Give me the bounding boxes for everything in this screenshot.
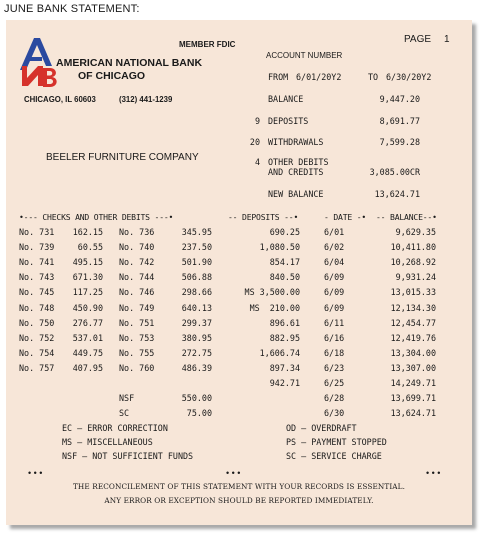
check-amount-1: 117.25 [72, 287, 103, 298]
deposit-amount: 1,080.50 [259, 242, 300, 253]
check-amount-1: 407.95 [72, 362, 103, 373]
balance-label: BALANCE [268, 94, 304, 104]
check-amount-2: 506.88 [181, 272, 212, 283]
check-amount-1: 162.15 [72, 227, 103, 237]
check-number-2: No. 755 [119, 347, 155, 358]
deposits-header: -- DEPOSITS --• [228, 212, 299, 222]
running-balance: 13,015.33 [390, 287, 436, 298]
legend-nsf: NSF — NOT SUFFICIENT FUNDS [62, 451, 194, 461]
other-label-2: AND CREDITS [268, 167, 324, 177]
bank-statement [6, 20, 472, 525]
checks-header: •--- CHECKS AND OTHER DEBITS ---• [19, 212, 174, 222]
check-amount-2: 501.90 [181, 257, 212, 268]
from-label: FROM [268, 72, 289, 82]
check-number-1: No. 754 [19, 347, 55, 358]
check-amount-2: 486.39 [181, 362, 212, 373]
legend-ps: PS — PAYMENT STOPPED [286, 437, 387, 447]
new-balance-value: 13,624.71 [374, 189, 420, 199]
transaction-date: 6/01 [324, 227, 345, 237]
check-number-1: No. 743 [19, 272, 55, 283]
check-amount-1: 276.77 [72, 317, 103, 328]
footer-line-2: ANY ERROR OR EXCEPTION SHOULD BE REPORTED IMMEDIATELY. [104, 496, 374, 505]
other-count: 4 [254, 157, 260, 167]
bank-name-line2: OF CHICAGO [78, 70, 146, 82]
legend-ec: EC — ERROR CORRECTION [62, 423, 168, 433]
check-amount-1: 495.15 [72, 257, 103, 268]
dots-left: • • • [28, 468, 43, 478]
check-amount-2: 299.37 [181, 317, 212, 328]
date-header: - DATE -• [324, 212, 367, 222]
bank-address: CHICAGO, IL 60603 [24, 95, 96, 104]
deposit-amount: MS 210.00 [249, 302, 300, 313]
running-balance: 12,454.77 [390, 317, 436, 328]
to-date: 6/30/20Y2 [386, 72, 432, 82]
transaction-date: 6/02 [324, 242, 345, 253]
check-amount-2: 298.66 [181, 287, 212, 298]
transaction-date: 6/04 [324, 257, 345, 268]
deposit-amount: 1,606.74 [259, 347, 300, 358]
running-balance: 13,624.71 [390, 408, 436, 419]
running-balance: 10,411.80 [390, 242, 436, 253]
transaction-date: 6/09 [324, 272, 345, 283]
transaction-date: 6/25 [324, 378, 345, 388]
dots-center: • • • [226, 468, 241, 478]
deposit-amount: 896.61 [269, 317, 300, 328]
deposits-label: DEPOSITS [268, 116, 309, 126]
deposit-amount: 854.17 [269, 257, 300, 268]
page-number: 1 [444, 34, 450, 45]
running-balance: 9,931.24 [395, 272, 436, 283]
to-label: TO [368, 72, 379, 82]
deposits-count: 9 [254, 116, 260, 126]
check-number-1: No. 731 [19, 227, 55, 237]
transaction-date: 6/16 [324, 332, 345, 343]
other-value: 3,085.00CR [369, 167, 420, 177]
check-number-2: No. 736 [119, 227, 155, 237]
balance-header-text: BALANCE [390, 212, 423, 222]
check-number-1: No. 739 [19, 242, 55, 253]
check-amount-2: 75.00 [186, 408, 212, 419]
transaction-date: 6/23 [324, 362, 345, 373]
check-number-2: No. 740 [119, 242, 155, 253]
check-number-2: No. 760 [119, 362, 155, 373]
check-number-2: NSF [119, 393, 135, 404]
check-number-1: No. 741 [19, 257, 55, 268]
deposit-amount: 942.71 [269, 378, 300, 388]
from-date: 6/01/20Y2 [296, 72, 342, 82]
balance-header: -- BALANCE--• [376, 212, 437, 222]
check-amount-2: 272.75 [181, 347, 212, 358]
withdrawals-count: 20 [249, 137, 260, 147]
legend-od: OD — OVERDRAFT [286, 423, 357, 433]
check-number-2: No. 753 [119, 332, 155, 343]
check-amount-2: 380.95 [181, 332, 212, 343]
check-amount-1: 60.55 [77, 242, 103, 253]
check-amount-1: 449.75 [72, 347, 103, 358]
check-number-2: No. 751 [119, 317, 155, 328]
withdrawals-label: WITHDRAWALS [268, 137, 324, 147]
check-amount-1: 671.30 [72, 272, 103, 283]
check-number-1: No. 752 [19, 332, 55, 343]
check-amount-2: 550.00 [181, 393, 212, 404]
bank-phone: (312) 441-1239 [119, 95, 173, 104]
deposits-value: 8,691.77 [379, 116, 420, 126]
withdrawals-value: 7,599.28 [379, 137, 420, 147]
running-balance: 13,304.00 [390, 347, 436, 358]
check-number-1: No. 745 [19, 287, 55, 298]
running-balance: 14,249.71 [390, 378, 436, 388]
transaction-date: 6/09 [324, 287, 345, 298]
running-balance: 10,268.92 [390, 257, 436, 268]
transaction-date: 6/11 [324, 317, 345, 328]
deposit-amount: 840.50 [269, 272, 300, 283]
bank-name-line1: AMERICAN NATIONAL BANK [56, 57, 203, 69]
check-number-1: No. 757 [19, 362, 55, 373]
statement-caption: JUNE BANK STATEMENT: [4, 3, 140, 15]
deposit-amount: MS 3,500.00 [244, 287, 300, 298]
running-balance: 12,134.30 [390, 302, 436, 313]
account-number-label: ACCOUNT NUMBER [266, 51, 343, 60]
check-amount-1: 450.90 [72, 302, 103, 313]
check-number-2: No. 742 [119, 257, 155, 268]
deposit-amount: 882.95 [269, 332, 300, 343]
running-balance: 13,699.71 [390, 393, 436, 404]
check-amount-1: 537.01 [72, 332, 103, 343]
transaction-date: 6/30 [324, 408, 345, 419]
footer-line-1: THE RECONCILEMENT OF THIS STATEMENT WITH YOUR RECORDS IS ESSENTIAL. [72, 482, 406, 491]
check-number-1: No. 750 [19, 317, 55, 328]
page-label: PAGE [404, 34, 432, 45]
deposit-amount: 897.34 [269, 362, 300, 373]
deposits-header-text: DEPOSITS [242, 212, 280, 222]
check-number-2: No. 749 [119, 302, 155, 313]
transaction-date: 6/09 [324, 302, 345, 313]
check-number-2: No. 746 [119, 287, 155, 298]
transaction-date: 6/18 [324, 347, 345, 358]
running-balance: 13,307.00 [390, 362, 436, 373]
member-fdic: MEMBER FDIC [179, 40, 236, 49]
running-balance: 9,629.35 [395, 227, 436, 237]
check-amount-2: 640.13 [181, 302, 212, 313]
check-number-1: No. 748 [19, 302, 55, 313]
bank-logo-icon [16, 36, 60, 88]
deposit-amount: 690.25 [269, 227, 300, 237]
legend-ms: MS — MISCELLANEOUS [62, 437, 153, 447]
legend-sc: SC — SERVICE CHARGE [286, 451, 382, 461]
transaction-date: 6/28 [324, 393, 345, 404]
check-number-2: No. 744 [119, 272, 155, 283]
running-balance: 12,419.76 [390, 332, 436, 343]
check-amount-2: 345.95 [181, 227, 212, 237]
check-number-2: SC [119, 408, 130, 419]
date-header-text: DATE [333, 212, 353, 222]
new-balance-label: NEW BALANCE [268, 189, 324, 199]
customer-name: BEELER FURNITURE COMPANY [46, 152, 199, 163]
check-amount-2: 237.50 [181, 242, 212, 253]
checks-header-text: CHECKS AND OTHER DEBITS [42, 212, 150, 222]
dots-right: • • • [426, 468, 441, 478]
other-label-1: OTHER DEBITS [268, 157, 329, 167]
balance-value: 9,447.20 [379, 94, 420, 104]
